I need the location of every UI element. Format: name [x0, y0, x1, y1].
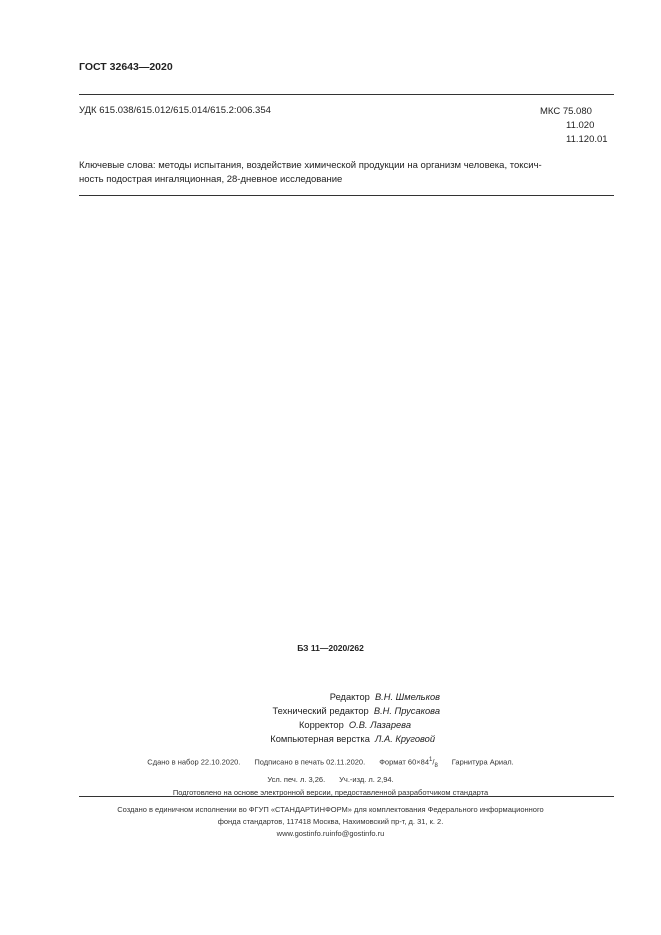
staff-role: Корректор [298, 720, 344, 730]
keywords-line-1: Ключевые слова: методы испытания, воздействие химической продукции на организм человека, токсич- [79, 160, 542, 171]
udk-code: УДК 615.038/615.012/615.014/615.2:006.354 [79, 105, 271, 116]
mks-codes [540, 105, 608, 147]
staff-row [200, 704, 440, 718]
format-denominator: 8 [434, 763, 438, 769]
signed-date: Подписано в печать 02.11.2020. [254, 757, 366, 767]
staff-row [200, 690, 440, 704]
mks-code-3: 11.120.01 [566, 134, 608, 145]
mks-code-2: 11.020 [566, 120, 595, 131]
staff-role: Технический редактор [272, 706, 369, 716]
imprint-line-2 [0, 773, 661, 786]
mks-code-1: МКС 75.080 [540, 106, 592, 117]
staff-name: О.В. Лазарева [348, 720, 411, 730]
staff-row [200, 732, 440, 746]
imprint-prepared: Подготовлено на основе электронной версии, предоставленной разработчиком стандарта [172, 788, 489, 797]
imprint-line-1: Сдано в набор 22.10.2020. Подписано в печать 02.11.2020. Формат $60\times 84^1/_8$ Гарнитура Ариал. [147, 757, 514, 769]
print-sheets: Усл. печ. л. 3,26. [267, 775, 326, 784]
email-link[interactable]: info@gostinfo.ru [329, 829, 385, 838]
bz-number: БЗ 11—2020/262 [297, 643, 364, 653]
staff-role: Редактор [329, 692, 370, 702]
staff-role: Компьютерная верстка [270, 734, 370, 744]
footer-line-1: Создано в единичном исполнении во ФГУП «СТАНДАРТИНФОРМ» для комплектования Федерального информационного [117, 805, 544, 814]
staff-row [200, 718, 440, 732]
keywords-divider [79, 195, 614, 196]
footer-contacts [0, 828, 661, 840]
publishing-sheets: Уч.-изд. л. 2,94. [339, 775, 394, 784]
staff-credits [200, 690, 440, 746]
sent-date: Сдано в набор 22.10.2020. [147, 757, 241, 767]
top-divider [79, 94, 614, 95]
footer-line-2: фонда стандартов, 117418 Москва, Нахимовский пр-т, д. 31, к. 2. [217, 817, 444, 826]
format-numerator: 1 [429, 757, 433, 763]
print-format: Формат 60×84 [379, 757, 429, 767]
typeface: Гарнитура Ариал. [451, 757, 514, 767]
keywords-line-2: ность подострая ингаляционная, 28-дневное исследование [79, 174, 343, 185]
footer-divider [79, 796, 614, 797]
staff-name: В.Н. Шмельков [374, 692, 440, 702]
document-code: ГОСТ 32643—2020 [79, 61, 173, 73]
website-link[interactable]: www.gostinfo.ru [276, 829, 330, 838]
staff-name: В.Н. Прусакова [373, 706, 440, 716]
staff-name: Л.А. Круговой [375, 734, 435, 744]
publisher-footer [0, 804, 661, 840]
imprint [0, 754, 661, 799]
keywords [79, 159, 619, 187]
